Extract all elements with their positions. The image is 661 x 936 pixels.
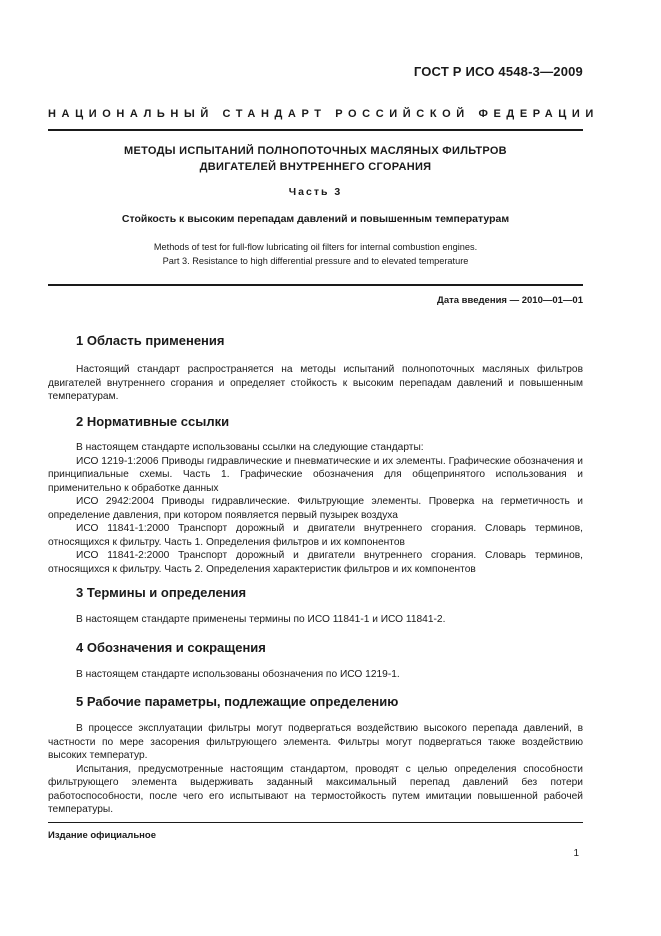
standard-code: ГОСТ Р ИСО 4548-3—2009 [413,64,583,79]
section-operating-parameters [48,694,583,817]
document-title [48,143,583,175]
section-paragraph: В процессе эксплуатации фильтры могут подвергаться воздействию высокого перепада давлений, в частности по мере засорения фильтрующего элемента. Фильтры могут подвергаться также воздействию высоких температур. [48,723,583,761]
reference-iso-11841-1: ИСО 11841-1:2000 Транспорт дорожный и двигатели внутреннего сгорания. Словарь терминов, относящихся к фильтру. Часть 1. Определения фильтров и их компонентов [48,523,583,548]
title-rule [48,284,583,286]
section-paragraph: В настоящем стандарте использованы ссылки на следующие стандарты: [76,442,424,453]
section-heading: 4 Обозначения и сокращения [76,640,266,655]
section-normative-references [48,414,583,576]
part-label: Часть 3 [288,186,343,198]
section-heading: 5 Рабочие параметры, подлежащие определению [76,694,399,709]
section-heading: 2 Нормативные ссылки [76,414,230,429]
header-rule [48,129,583,131]
english-title [48,240,583,268]
section-heading: 1 Область применения [76,333,225,348]
title-line-2: ДВИГАТЕЛЕЙ ВНУТРЕННЕГО СГОРАНИЯ [199,161,432,173]
section-symbols [48,640,583,682]
section-scope [48,333,583,404]
section-terms [48,585,583,627]
reference-iso-2942: ИСО 2942:2004 Приводы гидравлические. Фильтрующие элементы. Проверка на герметичность и определение давления, при котором появляется первый пузырек воздуха [48,496,583,521]
footer-rule [48,822,583,823]
section-paragraph: В настоящем стандарте использованы обозначения по ИСО 1219-1. [76,669,400,680]
reference-iso-1219-1: ИСО 1219-1:2006 Приводы гидравлические и пневматические и их элементы. Графические обозначения и принципиальные схемы. Часть 1. Графические обозначения для общепринятого использования и применительно к обработке данных [48,455,583,494]
english-title-line-1: Methods of test for full-flow lubricating oil filters for internal combustion engines. [153,242,478,252]
edition-note: Издание официальное [48,830,156,841]
title-line-1: МЕТОДЫ ИСПЫТАНИЙ ПОЛНОПОТОЧНЫХ МАСЛЯНЫХ ФИЛЬТРОВ [124,145,507,157]
document-subtitle: Стойкость к высоким перепадам давлений и повышенным температурам [121,213,510,225]
section-paragraph: Испытания, предусмотренные настоящим стандартом, проводят с целью определения способности фильтрующего элемента выдерживать заданный максимальный перепад давлений без потери работоспособности, после чего его испытывают на термостойкость путем имитации повышенной рабочей температуры. [48,763,583,815]
section-heading: 3 Термины и определения [76,585,247,600]
effective-date: Дата введения — 2010—01—01 [437,295,583,306]
english-title-line-2: Part 3. Resistance to high differential pressure and to elevated temperature [162,256,469,266]
national-standard-banner: НАЦИОНАЛЬНЫЙ СТАНДАРТ РОССИЙСКОЙ ФЕДЕРАЦИИ [48,108,599,120]
page-number: 1 [573,848,579,859]
reference-iso-11841-2: ИСО 11841-2:2000 Транспорт дорожный и двигатели внутреннего сгорания. Словарь терминов, относящихся к фильтру. Часть 2. Определения характеристик фильтров и их компонентов [48,550,583,575]
section-paragraph: В настоящем стандарте применены термины по ИСО 11841-1 и ИСО 11841-2. [76,614,446,625]
section-paragraph: Настоящий стандарт распространяется на методы испытаний полнопоточных масляных фильтров двигателей внутреннего сгорания и определяет стойкость к высоким перепадам давлений и повышенным температурам. [48,364,583,402]
